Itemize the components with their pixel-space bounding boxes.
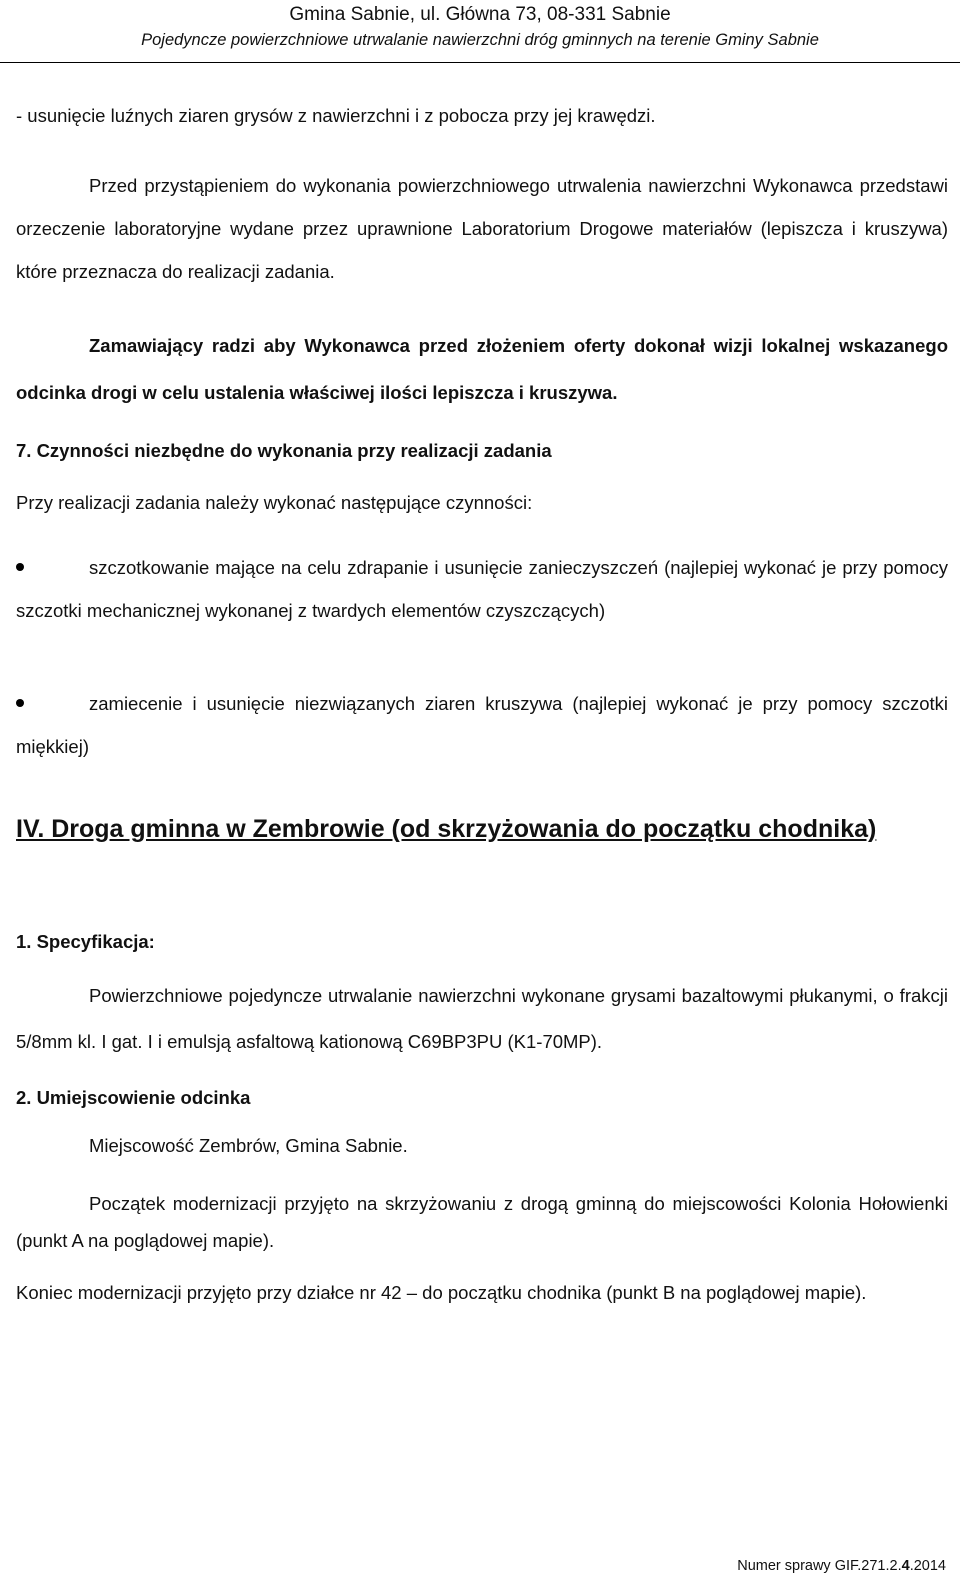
case-number-suffix: .2014: [909, 1558, 946, 1574]
section-title: IV. Droga gminna w Zembrowie (od skrzyżowania do początku chodnika): [16, 815, 877, 843]
list-item-text: szczotkowanie mające na celu zdrapanie i usunięcie zanieczyszczeń (najlepiej wykonać je przy pomocy szczotki mechanicznej wykonanej z twardych elementów czyszczących): [16, 557, 948, 621]
header-divider: [0, 62, 960, 63]
page-header: [0, 0, 960, 52]
bullet-icon: [16, 699, 24, 707]
case-number-prefix: Numer sprawy GIF.271.2.: [737, 1558, 902, 1574]
header-subject: Pojedyncze powierzchniowe utrwalanie nawierzchni dróg gminnych na terenie Gminy Sabnie: [141, 31, 819, 49]
heading-location: 2. Umiejscowienie odcinka: [16, 1087, 251, 1108]
paragraph-end-point: Koniec modernizacji przyjęto przy działce nr 42 – do początku chodnika (punkt B na poglądowej mapie).: [16, 1282, 867, 1303]
list-item: [16, 682, 948, 768]
header-address: Gmina Sabnie, ul. Główna 73, 08-331 Sabnie: [289, 4, 671, 25]
paragraph-removal: - usunięcie luźnych ziaren grysów z nawierzchni i z pobocza przy jej krawędzi.: [16, 105, 656, 126]
paragraph-activities-intro: Przy realizacji zadania należy wykonać następujące czynności:: [16, 492, 533, 513]
paragraph-laboratory: Przed przystąpieniem do wykonania powierzchniowego utrwalenia nawierzchni Wykonawca przedstawi orzeczenie laboratoryjne wydane przez uprawnione Laboratorium Drogowe materiałów (lepiszcza i kruszywa) które przeznacza do realizacji zadania.: [16, 175, 948, 282]
list-item: [16, 546, 948, 632]
paragraph-specification: Powierzchniowe pojedyncze utrwalanie nawierzchni wykonane grysami bazaltowymi płukanymi, o frakcji 5/8mm kl. I gat. I i emulsją asfaltową kationową C69BP3PU (K1-70MP).: [16, 985, 948, 1052]
case-number: [737, 1556, 946, 1576]
heading-specification: 1. Specyfikacja:: [16, 931, 155, 952]
list-item-text: zamiecenie i usunięcie niezwiązanych ziaren kruszywa (najlepiej wykonać je przy pomocy szczotki miękkiej): [16, 693, 948, 757]
case-number-bold: 4: [901, 1558, 910, 1574]
paragraph-location: Miejscowość Zembrów, Gmina Sabnie.: [89, 1135, 408, 1156]
paragraph-site-visit: Zamawiający radzi aby Wykonawca przed złożeniem oferty dokonał wizji lokalnej wskazanego odcinka drogi w celu ustalenia właściwej ilości lepiszcza i kruszywa.: [16, 335, 948, 403]
bullet-icon: [16, 563, 24, 571]
paragraph-start-point: Początek modernizacji przyjęto na skrzyżowaniu z drogą gminną do miejscowości Kolonia Hołowienki (punkt A na poglądowej mapie).: [16, 1193, 948, 1251]
heading-activities: 7. Czynności niezbędne do wykonania przy realizacji zadania: [16, 440, 552, 461]
